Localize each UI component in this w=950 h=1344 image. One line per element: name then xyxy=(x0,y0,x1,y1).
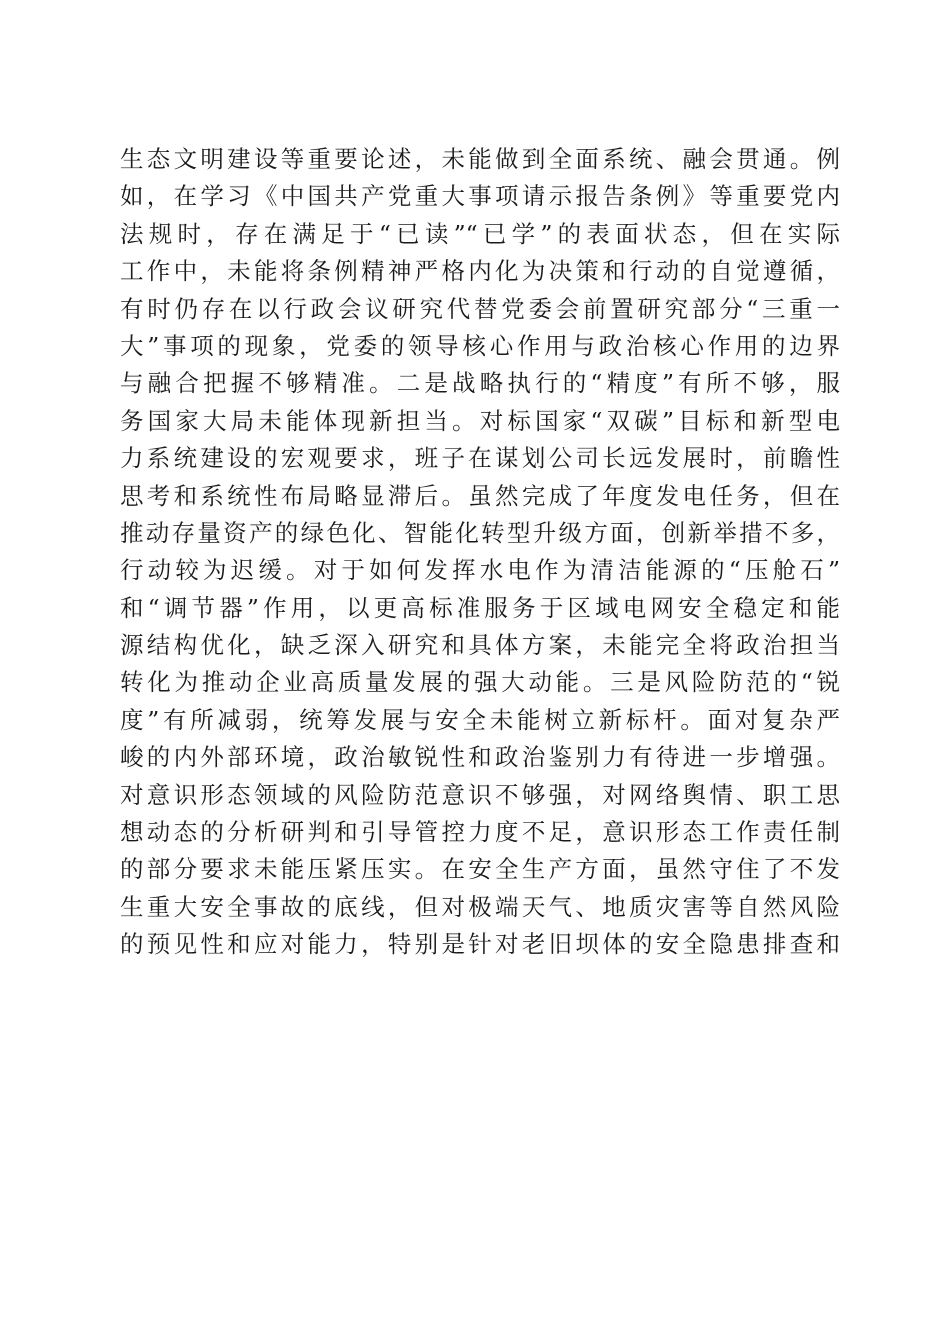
text-line: 生态文明建设等重要论述，未能做到全面系统、融会贯通。例 xyxy=(120,145,840,173)
text-line: 法规时，存在满足于“已读”“已学”的表面状态，但在实际 xyxy=(120,219,840,248)
text-line: 想动态的分析研判和引导管控力度不足，意识形态工作责任制 xyxy=(120,818,840,847)
text-line: 大”事项的现象，党委的领导核心作用与政治核心作用的边界 xyxy=(120,331,840,360)
text-line: 有时仍存在以行政会议研究代替党委会前置研究部分“三重一 xyxy=(120,294,840,323)
text-line: 和“调节器”作用，以更高标准服务于区域电网安全稳定和能 xyxy=(120,593,840,622)
text-line: 生重大安全事故的底线，但对极端天气、地质灾害等自然风险 xyxy=(120,892,840,921)
text-line: 行动较为迟缓。对于如何发挥水电作为清洁能源的“压舱石” xyxy=(120,556,840,585)
text-line: 对意识形态领域的风险防范意识不够强，对网络舆情、职工思 xyxy=(120,780,840,809)
document-body-text xyxy=(120,141,840,964)
text-line: 与融合把握不够精准。二是战略执行的“精度”有所不够，服 xyxy=(120,369,840,398)
text-line: 的部分要求未能压紧压实。在安全生产方面，虽然守住了不发 xyxy=(120,855,840,884)
text-line: 工作中，未能将条例精神严格内化为决策和行动的自觉遵循， xyxy=(120,257,840,286)
text-line: 力系统建设的宏观要求，班子在谋划公司长远发展时，前瞻性 xyxy=(120,444,840,473)
text-line: 的预见性和应对能力，特别是针对老旧坝体的安全隐患排查和 xyxy=(120,930,840,959)
text-line: 度”有所减弱，统筹发展与安全未能树立新标杆。面对复杂严 xyxy=(120,705,840,734)
text-line: 思考和系统性布局略显滞后。虽然完成了年度发电任务，但在 xyxy=(120,481,840,510)
text-line: 推动存量资产的绿色化、智能化转型升级方面，创新举措不多， xyxy=(120,518,840,547)
text-line: 峻的内外部环境，政治敏锐性和政治鉴别力有待进一步增强。 xyxy=(120,743,840,772)
text-line: 转化为推动企业高质量发展的强大动能。三是风险防范的“锐 xyxy=(120,668,840,697)
text-line: 如，在学习《中国共产党重大事项请示报告条例》等重要党内 xyxy=(120,182,840,211)
text-line: 源结构优化，缺乏深入研究和具体方案，未能完全将政治担当 xyxy=(120,631,840,660)
text-line: 务国家大局未能体现新担当。对标国家“双碳”目标和新型电 xyxy=(120,406,840,435)
